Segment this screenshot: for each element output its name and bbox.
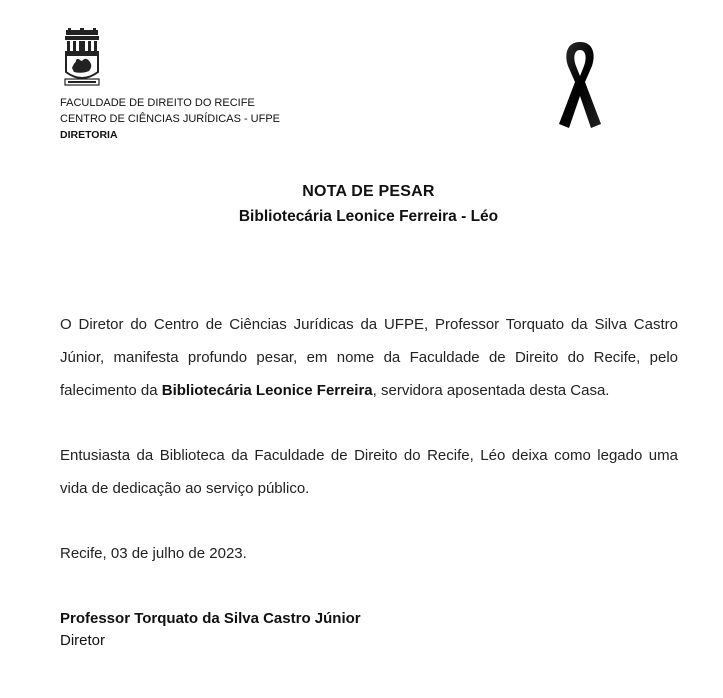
signatory-role: Diretor — [60, 632, 106, 649]
signatory-name: Professor Torquato da Silva Castro Júnior — [60, 610, 361, 627]
header-center: CENTRO DE CIÊNCIAS JURÍDICAS - UFPE — [60, 113, 281, 125]
paragraph-announcement — [60, 308, 678, 407]
document-title — [0, 180, 723, 230]
header-department: DIRETORIA — [60, 129, 118, 141]
page-title: NOTA DE PESAR — [302, 183, 435, 200]
signature-block — [60, 608, 361, 652]
honoree-name: Bibliotecária Leonice Ferreira — [161, 382, 373, 399]
paragraph-announcement-part2: , servidora aposentada desta Casa. — [372, 382, 610, 399]
paragraph-announcement-part1: O Diretor do Centro de Ciências Jurídicas da UFPE, Professor Torquato da Silva Castro Júnior, manifesta profundo pesar, em nome da Faculdade de Direito do Recife, pelo falecimento da — [60, 316, 678, 399]
institution-header — [60, 95, 280, 143]
header-faculty: FACULDADE DE DIREITO DO RECIFE — [60, 97, 255, 109]
mourning-ribbon-icon — [553, 40, 607, 130]
document-date: Recife, 03 de julho de 2023. — [60, 545, 247, 562]
paragraph-legacy: Entusiasta da Biblioteca da Faculdade de Direito do Recife, Léo deixa como legado uma vida de dedicação ao serviço público. — [60, 447, 678, 497]
page-subtitle: Bibliotecária Leonice Ferreira - Léo — [238, 208, 499, 225]
ufpe-coat-of-arms-icon — [62, 28, 102, 88]
